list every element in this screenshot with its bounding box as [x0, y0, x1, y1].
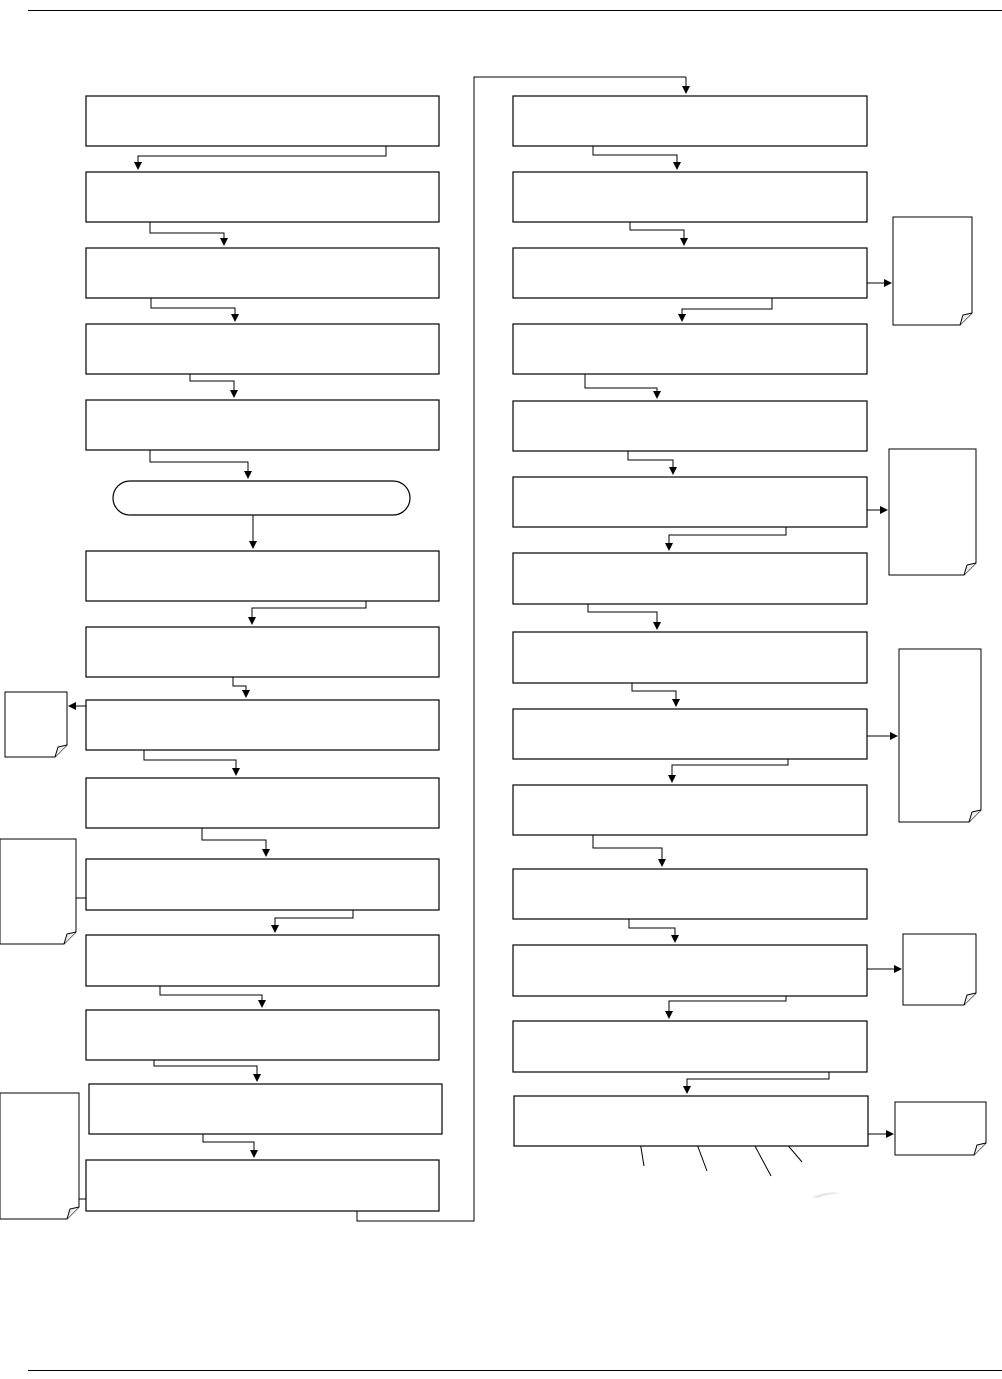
- right-step-6: [513, 477, 867, 527]
- right-step-13: [513, 1021, 867, 1072]
- side-note-7: [0, 839, 76, 944]
- connector-r5-r6: [628, 451, 673, 474]
- side-note-8: [0, 1093, 79, 1219]
- right-step-11: [513, 869, 867, 919]
- right-step-4: [513, 324, 867, 374]
- connector-l2-l3: [150, 222, 224, 245]
- side-note-6: [5, 692, 67, 757]
- left-step-7: [86, 627, 439, 677]
- connector-r8-r9: [632, 683, 676, 706]
- right-step-7: [513, 553, 867, 604]
- connector-l12-l13: [154, 1060, 257, 1081]
- process-steps: [86, 96, 868, 1211]
- left-step-2: [86, 172, 439, 222]
- connector-r12-r13: [669, 996, 786, 1018]
- connector-l4-l5: [190, 374, 234, 397]
- connector-r1-r2: [593, 146, 677, 169]
- left-step-8: [86, 700, 439, 750]
- left-step-11: [86, 935, 439, 986]
- connector-l11-l12: [160, 986, 262, 1007]
- connector-l3-l4: [151, 298, 235, 321]
- right-step-10: [513, 785, 867, 835]
- connector-r2-r3: [630, 222, 684, 245]
- left-step-13: [89, 1084, 442, 1134]
- right-step-1: [513, 96, 867, 146]
- left-step-10: [86, 859, 439, 910]
- connector-l10-l11: [275, 910, 353, 932]
- stray-mark: [812, 1193, 841, 1199]
- left-step-5: [86, 400, 439, 450]
- connector-r7-r8: [588, 604, 657, 629]
- start-terminator: [113, 481, 410, 515]
- connector-r11-r12: [629, 919, 675, 942]
- pointer-arrows: [812, 1193, 841, 1199]
- left-step-14: [86, 1160, 439, 1211]
- connector-l5-start: [150, 450, 248, 478]
- left-step-1: [86, 96, 439, 146]
- right-step-12: [513, 945, 867, 996]
- left-step-3: [86, 248, 439, 298]
- left-step-4: [86, 324, 439, 374]
- side-note-4: [903, 934, 976, 1005]
- connector-r6-r7: [669, 527, 786, 550]
- right-step-3: [513, 248, 867, 298]
- connector-r13-r14: [687, 1072, 829, 1093]
- side-note-2: [889, 449, 976, 575]
- connector-l8-l9: [144, 750, 236, 775]
- side-note-5: [895, 1102, 986, 1155]
- connector-r4-r5: [585, 374, 657, 398]
- right-step-14: [514, 1096, 868, 1146]
- right-step-5: [513, 401, 867, 451]
- side-note-3: [899, 649, 981, 822]
- connector-r3-r4: [682, 298, 772, 321]
- left-step-9: [86, 778, 439, 828]
- connector-l7-l8: [233, 677, 246, 697]
- connector-l13-l14: [203, 1134, 254, 1157]
- right-step-8: [513, 632, 867, 683]
- connector-l9-l10: [202, 828, 266, 856]
- connector-l1-l2: [138, 146, 386, 169]
- left-step-12: [86, 1010, 439, 1060]
- footer-rule: [28, 1370, 1002, 1371]
- side-note-1: [893, 217, 972, 325]
- connector-r10-r11: [593, 835, 662, 866]
- connector-r9-r10: [672, 759, 788, 782]
- right-step-2: [513, 172, 867, 222]
- connector-l6-l7: [252, 601, 366, 624]
- left-step-6: [86, 551, 439, 601]
- right-step-9: [513, 709, 867, 759]
